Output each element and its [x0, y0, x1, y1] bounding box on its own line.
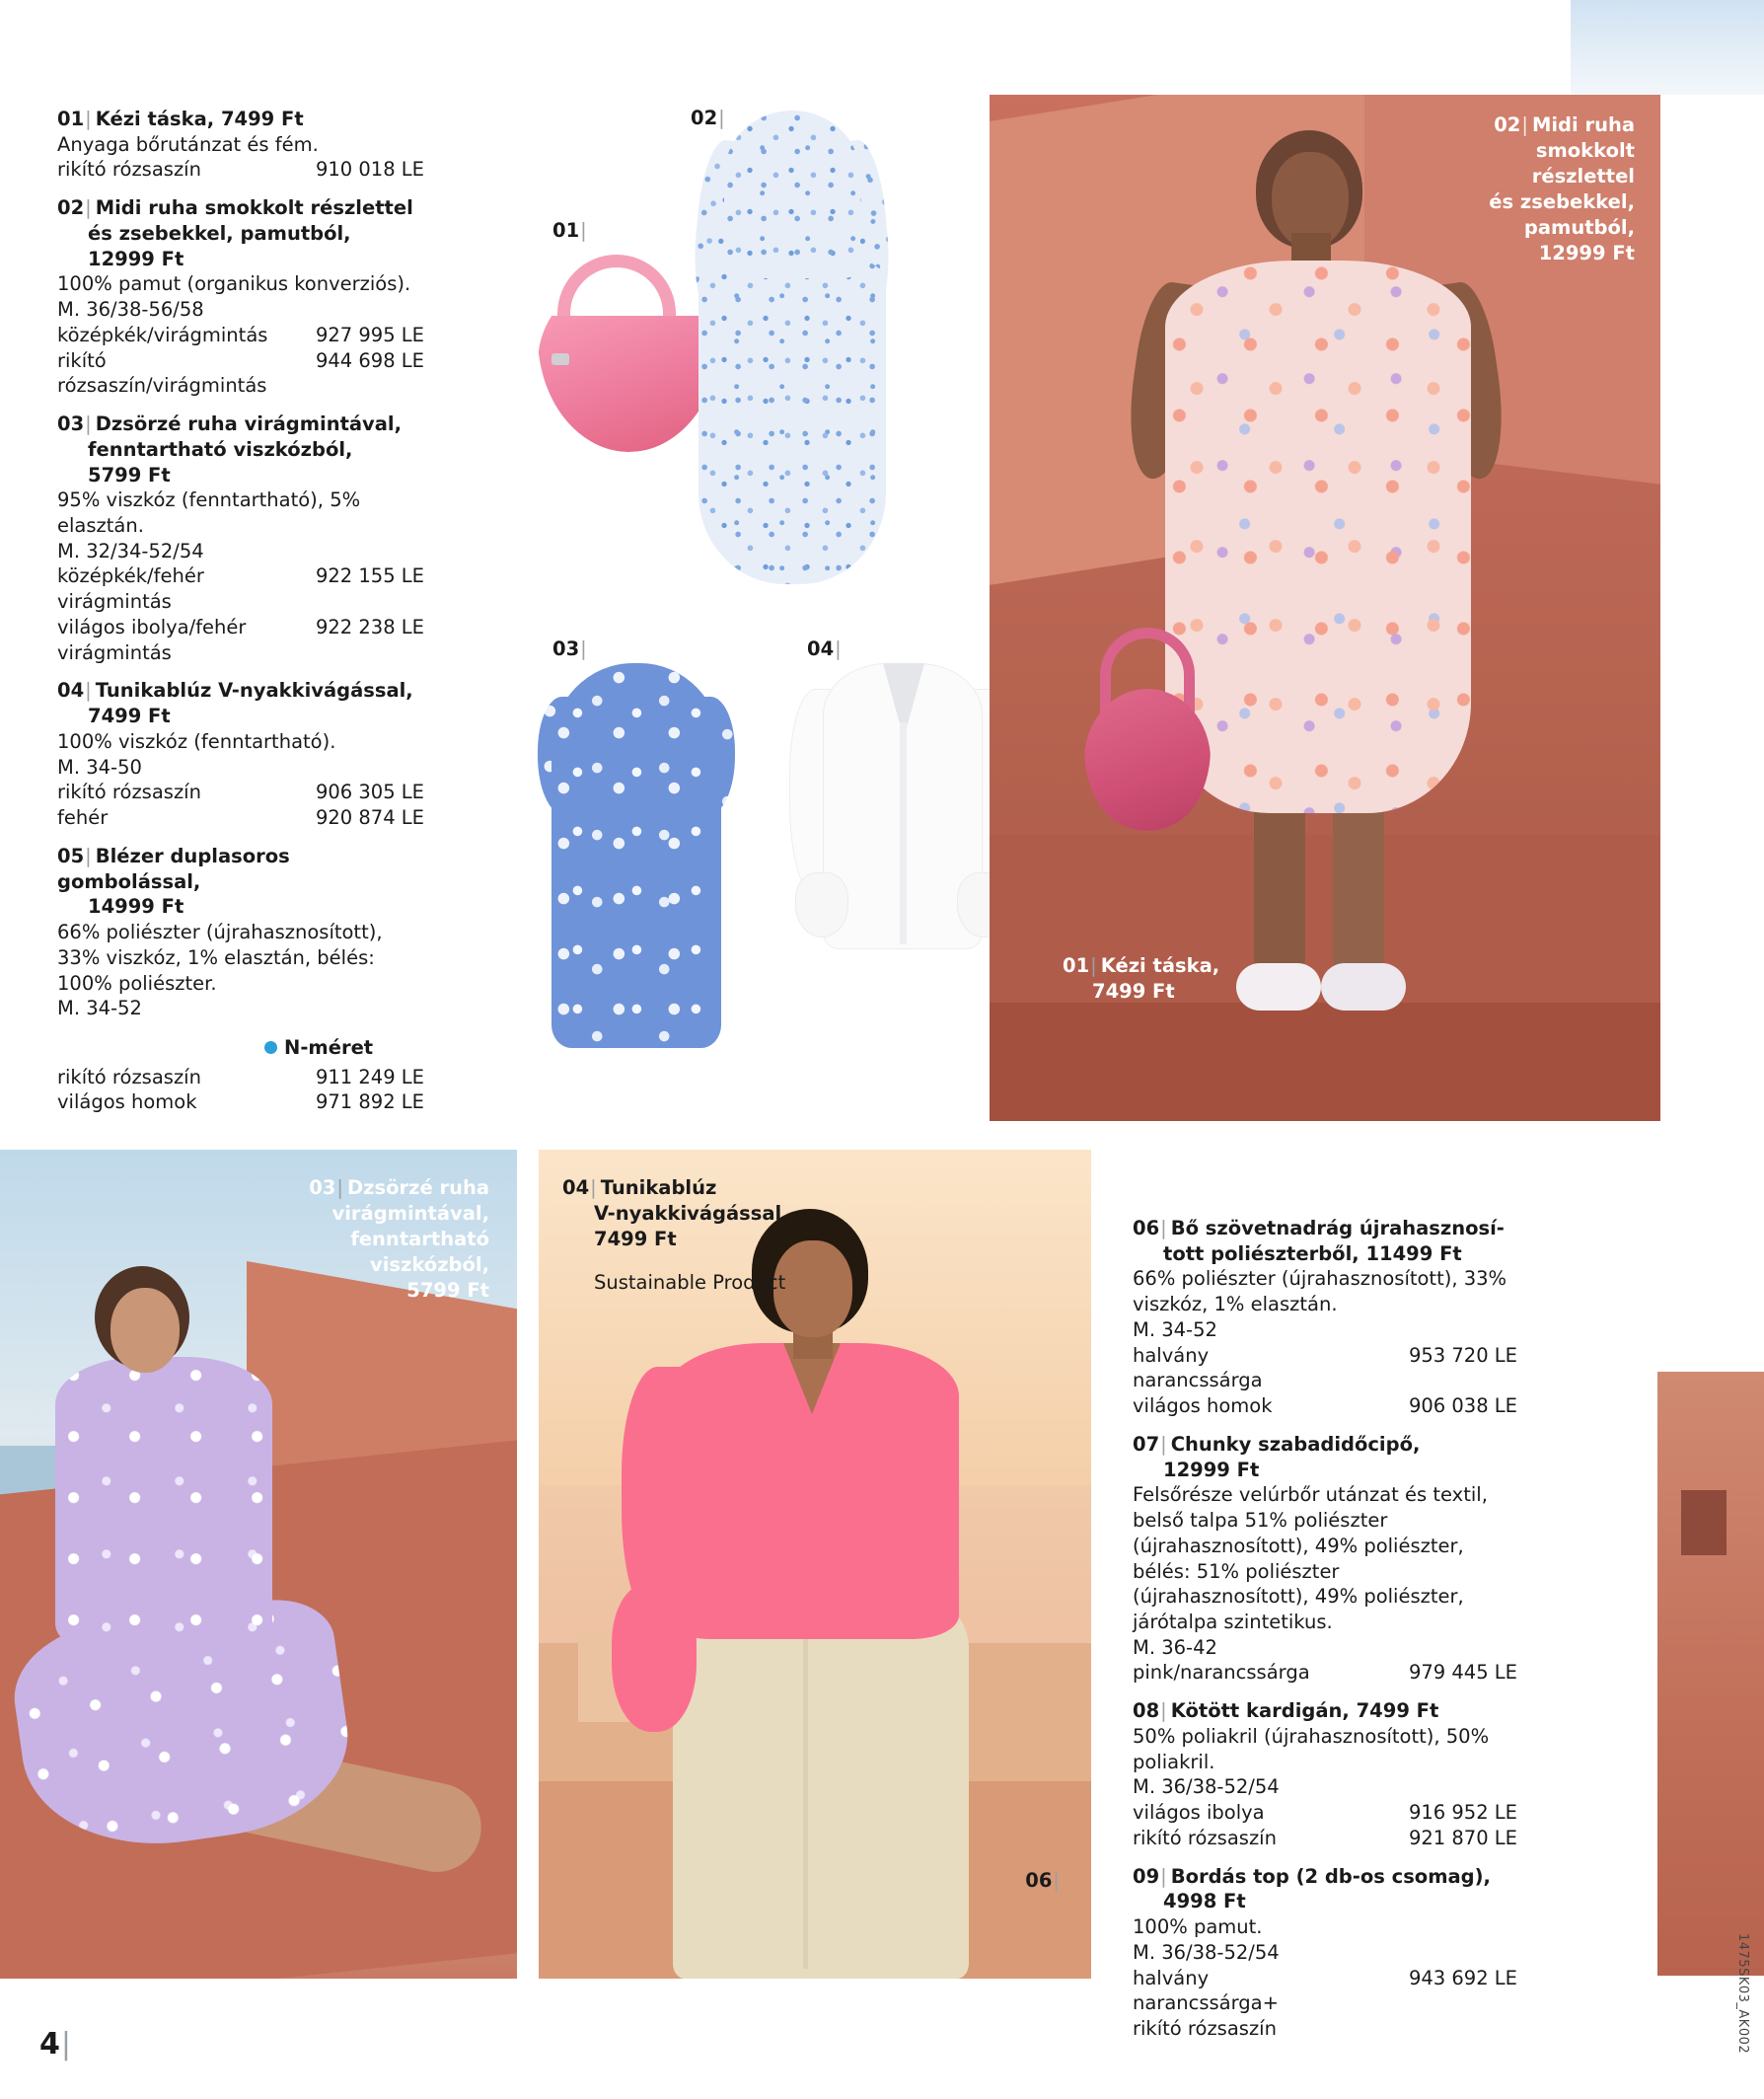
variant-code: 922 155 LE	[315, 564, 424, 588]
caption-price: 5799 Ft	[406, 1278, 489, 1302]
variant-row	[57, 615, 424, 665]
model-midi-dress	[1165, 261, 1471, 813]
variant-label: rikító rózsaszín	[1133, 1826, 1277, 1849]
number-separator: |	[85, 196, 92, 220]
product-description: 100% viszkóz (fenntartható).	[57, 729, 336, 753]
variant-row	[57, 348, 424, 399]
product-entry-01	[57, 107, 424, 183]
number-separator: |	[1160, 1699, 1167, 1723]
product-description: 100% pamut.	[1133, 1915, 1263, 1939]
variant-row	[57, 780, 424, 805]
product-title: Dzsörzé ruha virágmintával,	[95, 412, 403, 436]
page-side-code: 1475SK03_AK002	[1735, 1932, 1750, 2054]
product-sizes: M. 34-50	[57, 755, 142, 779]
photo-model-jersey-dress	[0, 1150, 517, 1979]
variant-code: 971 892 LE	[315, 1090, 424, 1114]
product-entry-06	[1133, 1216, 1517, 1419]
variant-code: 906 305 LE	[315, 781, 424, 804]
dress-skirt	[698, 259, 886, 584]
number-separator: |	[1053, 1869, 1060, 1892]
caption-line-3: részlettel	[1531, 164, 1635, 187]
variant-label: halvány narancssárga+ rikító rózsaszín	[1133, 1966, 1279, 2041]
cutout-label-tunic	[807, 637, 845, 660]
product-price: 12999 Ft	[88, 247, 184, 270]
product-entry-07	[1133, 1432, 1517, 1686]
blouse-placket	[900, 722, 907, 944]
variant-row	[57, 1089, 424, 1115]
product-entry-08	[1133, 1698, 1517, 1850]
variant-label: középkék/virágmintás	[57, 323, 268, 346]
product-description: 50% poliakril (újrahasznosított), 50% poliakril.	[1133, 1724, 1490, 1773]
page-number	[39, 2027, 75, 2062]
number-separator: |	[85, 108, 92, 130]
model-face	[110, 1288, 180, 1373]
bullet-dot-icon	[264, 1041, 277, 1054]
caption-number: 06	[1025, 1869, 1053, 1892]
number-separator: |	[835, 637, 842, 660]
dress-bodice	[724, 111, 860, 278]
cutout-number: 04	[807, 637, 835, 660]
caption-jersey-dress	[233, 1175, 489, 1304]
product-title: Kötött kardigán, 7499 Ft	[1170, 1699, 1439, 1723]
midi-dress-cutout-image	[691, 111, 893, 584]
page-number-value: 4	[39, 2027, 60, 2062]
photo-model-tunic-blouse	[539, 1150, 1091, 1979]
product-title-line2: és zsebekkel, pamutból,	[88, 221, 351, 245]
number-separator: |	[1521, 113, 1528, 136]
variant-label: középkék/fehér virágmintás	[57, 564, 204, 614]
variant-code: 922 238 LE	[315, 615, 424, 638]
product-title: Chunky szabadidőcipő,	[1170, 1432, 1421, 1456]
model-shoe-right	[1321, 963, 1406, 1011]
variant-code: 916 952 LE	[1408, 1801, 1517, 1825]
hero-caption-midi-dress	[1388, 112, 1635, 266]
variant-row	[1133, 1966, 1517, 2042]
product-number: 07	[1133, 1432, 1160, 1456]
variant-row	[57, 157, 424, 183]
model-dress-bodice	[55, 1357, 272, 1653]
variant-code: 920 874 LE	[315, 806, 424, 830]
right-product-list	[1133, 1216, 1517, 2055]
variant-row	[1133, 1800, 1517, 1826]
caption-number: 04	[562, 1176, 590, 1199]
dress-floral-pattern-2	[55, 1357, 272, 1653]
variant-row	[1133, 1660, 1517, 1686]
variant-row	[57, 1065, 424, 1090]
left-product-list	[57, 107, 424, 1128]
variant-label: rikító rózsaszín	[57, 158, 201, 182]
cutout-label-short-dress	[552, 637, 591, 660]
variant-row	[57, 805, 424, 831]
cutout-label-bag	[552, 219, 591, 242]
product-description: 66% poliészter (újrahasznosított), 33% viszkóz, 1% elasztán.	[1133, 1267, 1507, 1316]
variant-label: világos homok	[1133, 1394, 1273, 1418]
product-price: 14999 Ft	[88, 895, 184, 919]
caption-number: 01	[1063, 954, 1090, 978]
caption-line-1: Kézi táska,	[1100, 954, 1220, 978]
hero-photo-model-midi-dress	[990, 95, 1660, 1121]
number-separator: |	[580, 219, 587, 242]
caption-line-2: smokkolt	[1535, 138, 1635, 162]
caption-line-1: Tunikablúz	[600, 1176, 717, 1199]
n-size-badge	[264, 1035, 424, 1061]
variant-row	[1133, 1343, 1517, 1393]
product-entry-05	[57, 844, 424, 1115]
product-sizes: M. 36/38-52/54	[1133, 1940, 1280, 1964]
ground-plane-shadow	[990, 1003, 1660, 1121]
caption-price: 12999 Ft	[1538, 241, 1635, 264]
product-number: 09	[1133, 1864, 1160, 1888]
product-sizes: M. 32/34-52/54	[57, 539, 204, 562]
product-number: 06	[1133, 1217, 1160, 1239]
variant-code: 943 692 LE	[1408, 1966, 1517, 1989]
variant-label: pink/narancssárga	[1133, 1661, 1310, 1685]
cutout-number: 01	[552, 219, 580, 242]
variant-label: halvány narancssárga	[1133, 1343, 1263, 1392]
product-description: 100% pamut (organikus konverziós).	[57, 272, 411, 296]
number-separator: |	[85, 844, 92, 867]
caption-line-4: és zsebekkel,	[1489, 189, 1635, 213]
tunic-blouse-cutout-image	[789, 663, 1016, 999]
model-leg-right	[1333, 786, 1384, 983]
variant-code: 910 018 LE	[315, 158, 424, 182]
caption-number: 03	[309, 1176, 336, 1199]
model-trousers	[673, 1604, 969, 1979]
variant-code: 979 445 LE	[1408, 1661, 1517, 1685]
caption-price: 7499 Ft	[594, 1227, 677, 1250]
caption-line-1: Midi ruha	[1531, 113, 1635, 136]
product-title: Midi ruha smokkolt részlettel	[95, 196, 413, 220]
caption-tunic-blouse	[562, 1175, 819, 1295]
caption-number: 02	[1494, 113, 1521, 136]
edge-photo-strip	[1657, 1372, 1764, 1976]
product-sizes: M. 34-52	[57, 997, 142, 1020]
jersey-dress-cutout-image	[538, 663, 735, 1048]
number-separator: |	[590, 1176, 597, 1199]
window-shape	[1681, 1490, 1727, 1555]
variant-code: 953 720 LE	[1408, 1343, 1517, 1367]
number-separator: |	[718, 107, 725, 129]
product-description: Anyaga bőrutánzat és fém.	[57, 132, 319, 156]
variant-row	[57, 563, 424, 614]
variant-row	[1133, 1826, 1517, 1851]
number-separator: |	[580, 637, 587, 660]
variant-label: rikító rózsaszín	[57, 781, 201, 804]
product-title: Bordás top (2 db-os csomag),	[1170, 1864, 1491, 1888]
dress-body	[551, 663, 721, 1048]
variant-label: világos ibolya	[1133, 1801, 1265, 1825]
caption-line-4: viszkózból,	[370, 1252, 489, 1276]
product-description: 95% viszkóz (fenntartható), 5% elasztán.	[57, 488, 361, 538]
product-sizes: M. 36-42	[1133, 1635, 1217, 1659]
sky-strip-decoration	[1571, 0, 1764, 95]
product-price: 7499 Ft	[88, 705, 171, 728]
product-title-line2: fenntartható viszkózból,	[88, 437, 353, 461]
product-title: Bő szövetnadrág újrahasznosí-	[1170, 1217, 1505, 1239]
product-description: 66% poliészter (újrahasznosított), 33% viszkóz, 1% elasztán, bélés: 100% poliészter.	[57, 921, 383, 995]
product-title-line2: tott poliészterből, 11499 Ft	[1163, 1241, 1462, 1265]
caption-line-2: V-nyakkivágással,	[594, 1201, 789, 1225]
caption-trousers-number	[1025, 1869, 1064, 1892]
product-price: 4998 Ft	[1163, 1890, 1246, 1913]
cutout-number: 03	[552, 637, 580, 660]
product-number: 04	[57, 679, 85, 703]
number-separator: |	[60, 2027, 71, 2062]
product-sizes: M. 36/38-56/58	[57, 298, 204, 322]
product-title: Kézi táska, 7499 Ft	[95, 108, 304, 130]
cutout-number: 02	[691, 107, 718, 129]
product-entry-09	[1133, 1864, 1517, 2042]
product-entry-04	[57, 678, 424, 830]
sustainable-product-label: Sustainable Product	[594, 1270, 786, 1294]
product-number: 02	[57, 196, 85, 220]
caption-line-2: virágmintával,	[331, 1201, 489, 1225]
number-separator: |	[1090, 954, 1097, 978]
variant-code: 906 038 LE	[1408, 1394, 1517, 1418]
number-separator: |	[1160, 1217, 1167, 1239]
number-separator: |	[1160, 1432, 1167, 1456]
variant-row	[1133, 1393, 1517, 1419]
trouser-pleat	[803, 1613, 808, 1969]
product-sizes: M. 36/38-52/54	[1133, 1775, 1280, 1799]
variant-label: világos ibolya/fehér virágmintás	[57, 615, 247, 664]
product-title: Tunikablúz V-nyakkivágással,	[95, 679, 413, 703]
product-entry-02	[57, 195, 424, 399]
product-number: 08	[1133, 1699, 1160, 1723]
caption-line-1: Dzsörzé ruha	[346, 1176, 489, 1199]
product-title: Blézer duplasoros gombolással,	[57, 844, 290, 893]
caption-line-5: pamutból,	[1523, 215, 1635, 239]
variant-row	[57, 323, 424, 348]
variant-label: világos homok	[57, 1090, 197, 1114]
product-price: 12999 Ft	[1163, 1458, 1260, 1481]
variant-label: rikító rózsaszín/virágmintás	[57, 348, 267, 398]
product-entry-03	[57, 412, 424, 665]
product-price: 5799 Ft	[88, 463, 171, 487]
product-number: 05	[57, 844, 85, 867]
dress-floral-pattern	[1165, 261, 1471, 813]
caption-price: 7499 Ft	[1092, 980, 1175, 1004]
variant-code: 927 995 LE	[315, 323, 424, 346]
product-number: 03	[57, 412, 85, 436]
number-separator: |	[336, 1176, 343, 1199]
caption-line-3: fenntartható	[350, 1227, 489, 1250]
model-shoe-left	[1236, 963, 1321, 1011]
model-leg-left	[1254, 786, 1305, 983]
n-size-label: N-méret	[284, 1035, 374, 1059]
number-separator: |	[1160, 1864, 1167, 1888]
variant-label: rikító rózsaszín	[57, 1065, 201, 1088]
number-separator: |	[85, 679, 92, 703]
number-separator: |	[85, 412, 92, 436]
bag-clasp	[551, 353, 569, 365]
blouse-sleeve-tie-left	[795, 872, 848, 937]
hero-caption-handbag	[1063, 953, 1219, 1005]
variant-code: 911 249 LE	[315, 1065, 424, 1088]
product-description: Felsőrésze velúrbőr utánzat és textil, belső talpa 51% poliészter (újrahasznosított), 49% poliészter, bélés: 51% poliészter (újrahasznosított), 49% poliészter, járótalpa szintetikus.	[1133, 1483, 1488, 1634]
variant-label: fehér	[57, 806, 109, 830]
variant-code: 944 698 LE	[315, 348, 424, 372]
product-number: 01	[57, 108, 85, 130]
product-sizes: M. 34-52	[1133, 1317, 1217, 1341]
variant-code: 921 870 LE	[1408, 1826, 1517, 1849]
